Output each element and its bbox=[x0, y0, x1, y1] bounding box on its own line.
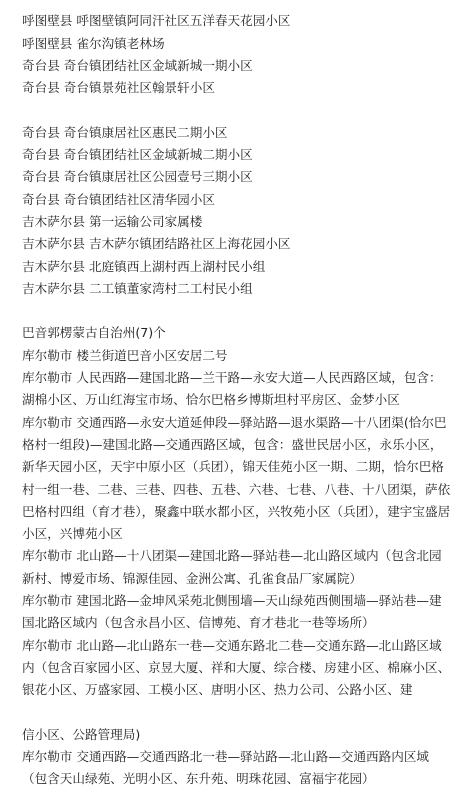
list-item: 奇台县 奇台镇康居社区惠民二期小区 bbox=[22, 124, 228, 140]
group-4 bbox=[22, 724, 452, 791]
list-item: 库尔勒市 建国北路—金坤风采苑北侧围墙—天山绿苑西侧围墙—驿站巷—建国北路区域内（包含永昌小区、信博苑、育才巷北一巷等场所） bbox=[22, 593, 442, 631]
list-item: 奇台县 奇台镇团结社区清华园小区 bbox=[22, 191, 215, 207]
list-item: 吉木萨尔县 吉木萨尔镇团结路社区上海花园小区 bbox=[22, 236, 291, 252]
list-item: 呼图壁县 呼图壁镇阿同汗社区五洋春天花园小区 bbox=[22, 13, 291, 29]
document-body bbox=[22, 0, 452, 791]
list-item: 奇台县 奇台镇团结社区金域新城一期小区 bbox=[22, 57, 253, 73]
section-heading: 巴音郭楞蒙古自治州(7)个 bbox=[22, 325, 166, 341]
list-item: 库尔勒市 楼兰街道巴音小区安居二号 bbox=[22, 347, 228, 363]
list-item: 呼图壁县 雀尔沟镇老林场 bbox=[22, 35, 165, 51]
blank-line bbox=[22, 702, 452, 724]
cut-off-top-line bbox=[22, 0, 452, 10]
group-3 bbox=[22, 322, 452, 701]
list-item: 吉木萨尔县 第一运输公司家属楼 bbox=[22, 213, 203, 229]
blank-line bbox=[22, 300, 452, 322]
blank-line bbox=[22, 99, 452, 121]
list-item: 库尔勒市 北山路—十八团渠—建国北路—驿站巷—北山路区域内（包含北园新村、博爱市场、锦源佳园、金洲公寓、孔雀食品厂家属院） bbox=[22, 548, 442, 586]
list-item: 吉木萨尔县 二工镇董家湾村二工村民小组 bbox=[22, 280, 253, 296]
list-item: 库尔勒市 交通西路—交通西路北一巷—驿站路—北山路—交通西路内区域（包含天山绿苑、光明小区、东升苑、明珠花园、富福宇花园） bbox=[22, 749, 430, 787]
list-item: 库尔勒市 人民西路—建国北路—兰干路—永安大道—人民西路区域，包含：湖棉小区、万山红海宝市场、恰尔巴格乡博斯坦村平房区、金梦小区 bbox=[22, 370, 442, 408]
list-item: 奇台县 奇台镇景苑社区翰景轩小区 bbox=[22, 80, 215, 96]
list-item: 奇台县 奇台镇团结社区金域新城二期小区 bbox=[22, 147, 253, 163]
list-item: 库尔勒市 北山路—北山路东一巷—交通东路北二巷—交通东路—北山路区域内（包含百家园小区、京昱大厦、祥和大厦、综合楼、房建小区、棉麻小区、银花小区、万盛家园、工模小区、唐明小区、热力公司、公路小区、建 bbox=[22, 637, 451, 698]
list-item: 奇台县 奇台镇康居社区公园壹号三期小区 bbox=[22, 169, 253, 185]
list-item: 吉木萨尔县 北庭镇西上湖村西上湖村民小组 bbox=[22, 258, 266, 274]
list-item: 库尔勒市 交通西路—永安大道延伸段—驿站路—退水渠路—十八团渠(恰尔巴格村一组段)—建国北路—交通西路区域，包含：盛世民居小区，永乐小区，新华天园小区，天宇中原小区（兵团），锦天佳苑小区一期、二期，恰尔巴格村一组一巷、二巷、三巷、四巷、五巷、六巷、七巷、八巷、十八团渠，萨依巴格村四组（育才巷），聚鑫中联水都小区，兴牧苑小区（兵团），建宇宝盛居小区，兴博苑小区 bbox=[22, 414, 451, 542]
group-2 bbox=[22, 122, 452, 300]
group-1 bbox=[22, 10, 452, 99]
list-item-continuation: 信小区、公路管理局) bbox=[22, 726, 141, 742]
